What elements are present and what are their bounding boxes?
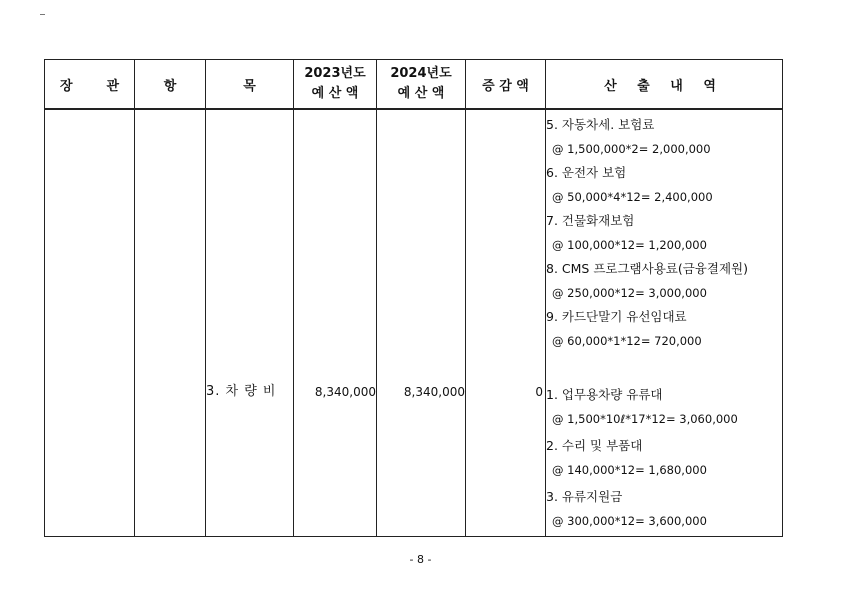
detail-line: 9. 카드단말기 유선임대료 [546, 309, 687, 324]
header-jang: 장 [59, 78, 73, 94]
item-budget-2023: 8,340,000 [314, 385, 376, 399]
header-diff: 증 감 액 [466, 60, 546, 110]
detail-line: 3. 유류지원금 [546, 489, 623, 504]
header-2024-bottom: 예 산 액 [397, 86, 445, 101]
cell-detail [546, 109, 783, 537]
detail-line: 1. 업무용차량 유류대 [546, 387, 663, 402]
cell-diff [466, 109, 546, 537]
header-hang: 항 [135, 60, 206, 110]
detail-line: @ 50,000*4*12= 2,400,000 [552, 190, 713, 204]
header-2024 [377, 60, 466, 110]
header-2023-bottom: 예 산 액 [311, 86, 359, 101]
detail-line: 8. CMS 프로그램사용료(금융결제원) [546, 261, 748, 276]
item-budget-2024: 8,340,000 [403, 385, 465, 399]
detail-line: 7. 건물화재보험 [546, 213, 635, 228]
table-row [45, 109, 783, 537]
header-jang-gwan [45, 60, 135, 110]
header-2023-top: 2023년도 [304, 66, 366, 81]
detail-line: 6. 운전자 보험 [546, 165, 627, 180]
detail-line: 2. 수리 및 부품대 [546, 438, 643, 453]
cell-jang-gwan [45, 109, 135, 537]
item-mok: 3. 차 량 비 [206, 384, 277, 399]
cell-mok [206, 109, 294, 537]
detail-line: @ 60,000*1*12= 720,000 [552, 334, 702, 348]
header-row [45, 60, 783, 110]
budget-table [44, 59, 783, 537]
detail-line: @ 300,000*12= 3,600,000 [552, 514, 707, 528]
detail-line: @ 140,000*12= 1,680,000 [552, 463, 707, 477]
detail-line: 5. 자동차세. 보험료 [546, 117, 655, 132]
header-2024-top: 2024년도 [390, 66, 452, 81]
detail-line: @ 1,500,000*2= 2,000,000 [552, 142, 711, 156]
cell-hang [135, 109, 206, 537]
corner-mark [40, 14, 45, 15]
page-number: - 8 - [409, 553, 432, 566]
detail-line: @ 100,000*12= 1,200,000 [552, 238, 707, 252]
header-detail: 산 출 내 역 [546, 60, 783, 110]
item-diff: 0 [535, 385, 543, 399]
cell-2023 [294, 109, 377, 537]
header-mok: 목 [206, 60, 294, 110]
detail-line: @ 250,000*12= 3,000,000 [552, 286, 707, 300]
header-gwan: 관 [106, 78, 120, 94]
detail-line: @ 1,500*10ℓ*17*12= 3,060,000 [552, 412, 738, 426]
header-2023 [294, 60, 377, 110]
cell-2024 [377, 109, 466, 537]
